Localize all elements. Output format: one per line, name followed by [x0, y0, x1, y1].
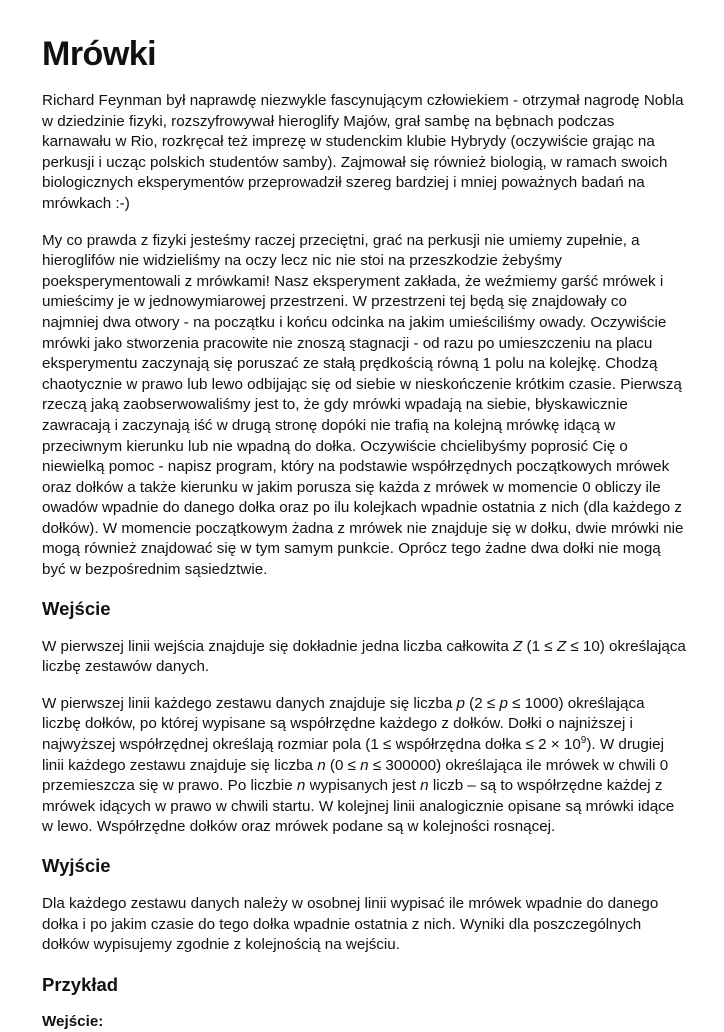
text-span: ≤ 10) określająca liczbę zestawów danych. — [42, 637, 686, 676]
text-span: ). W drugiej linii każdego zestawu znajduje się liczba — [42, 736, 665, 774]
text-span: W pierwszej linii wejścia znajduje się dokładnie jedna liczba całkowita — [42, 637, 514, 655]
page-title: Mrówki — [42, 35, 157, 73]
variable-z: Z — [556, 637, 567, 655]
output-heading: Wyjście — [42, 855, 111, 876]
variable-n: n — [317, 756, 326, 774]
text-span: wypisanych jest — [305, 777, 421, 795]
text-span: liczb – są to współrzędne każdej z mrówek idących w prawo w chwili startu. W kolejnej linii analogicznie opisane są mrówki idące w lewo. Współrzędne dołków oraz mrówek podane są w kolejności rosnącej. — [42, 777, 675, 836]
exponent: 9 — [580, 734, 587, 746]
variable-n: n — [296, 777, 306, 795]
variable-p: p — [456, 694, 465, 712]
example-input-label: Wejście: — [42, 1012, 104, 1030]
input-paragraph-2 — [42, 694, 686, 838]
text-span: (1 ≤ — [522, 637, 557, 655]
text-span: (0 ≤ — [325, 756, 361, 774]
variable-p: p — [499, 694, 508, 712]
example-heading: Przykład — [42, 973, 119, 995]
intro-paragraph-1: Richard Feynman był naprawdę niezwykle fascynującym człowiekiem - otrzymał nagrodę Nobla w dziedzinie fizyki, rozszyfrowywał hieroglify Majów, grał sambę na bębnach podczas karnawału w Rio, rozkręcał też imprezę w studenckim klubie Hybrydy (oczywiście grając na perkusji i ucząc polskich studentów samby). Zajmował się również biologią, w ramach swoich biologicznych eksperymentów przeprowadził szereg bardziej i mniej poważnych badań na mrówkach :-) — [42, 92, 684, 212]
input-paragraph-1 — [42, 637, 686, 678]
problem-statement — [42, 0, 686, 1032]
output-paragraph: Dla każdego zestawu danych należy w osobnej linii wypisać ile mrówek wpadnie do danego dołka i po jakim czasie do tego dołka wpadnie ostatnia z nich. Wyniki dla poszczególnych dołków wypisujemy zgodnie z kolejnością na wejściu. — [42, 895, 659, 954]
intro-paragraph-2: My co prawda z fizyki jesteśmy raczej przeciętni, grać na perkusji nie umiemy zupełnie, a hieroglifów nie widzieliśmy na oczy lecz nic nie stoi na przeszkodzie żebyśmy poeksperymentowali z mrówkami! Nasz eksperyment zakłada, że weźmiemy garść mrówek i umieścimy je w jednowymiarowej przestrzeni. W przestrzeni tej będą się znajdowały co najmniej dwa otwory - na początku i końcu odcinka na jakim umieściliśmy owady. Oczywiście mrówki jako stworzenia pracowite nie znoszą stagnacji - od razu po umieszczeniu na placu eksperymentu zaczynają się poruszać ze stałą prędkością równą 1 polu na kolejkę. Chodzą chaotycznie w prawo lub lewo odbijając się od siebie w nieskończenie krótkim czasie. Pierwszą rzeczą jaką zaobserwowaliśmy jest to, że gdy mrówki wpadają na siebie, błyskawicznie zawracają i zaczynają iść w drugą stronę dopóki nie trafią na kolejną mrówkę idącą w przeciwnym kierunku lub nie wpadną do dołka. Oczywiście chcielibyśmy poprosić Cię o niewielką pomoc - napisz program, który na podstawie współrzędnych początkowych mrówek oraz dołków a także kierunku w jakim porusza się każda z mrówek w momencie 0 obliczy ile owadów wpadnie do danego dołka oraz po ilu kolejkach wpadnie ostatnia z nich (dla każdego z dołków). W momencie początkowym żadna z mrówek nie znajduje się w dołku, dwie mrówki nie mogą również znajdować się w tym samym punkcie. Oprócz tego żadne dwa dołki nie mogą być w bezpośrednim sąsiedztwie. — [42, 231, 684, 579]
text-span: ≤ 1000) określająca liczbę dołków, po której wypisane są współrzędne każdego z dołków. Dołki o najniższej i najwyższej współrzędnej określają rozmiar pola (1 ≤ współrzędna dołka ≤ 2 × 10 — [42, 694, 645, 754]
text-span: ≤ 300000) określająca ile mrówek w chwili 0 przemieszcza się w prawo. Po liczbie — [42, 756, 669, 795]
text-span: (2 ≤ — [464, 694, 500, 712]
variable-n: n — [360, 756, 369, 774]
text-span: W pierwszej linii każdego zestawu danych znajduje się liczba — [42, 694, 457, 712]
variable-n: n — [420, 777, 429, 795]
input-heading: Wejście — [42, 597, 111, 619]
variable-z: Z — [513, 637, 523, 655]
